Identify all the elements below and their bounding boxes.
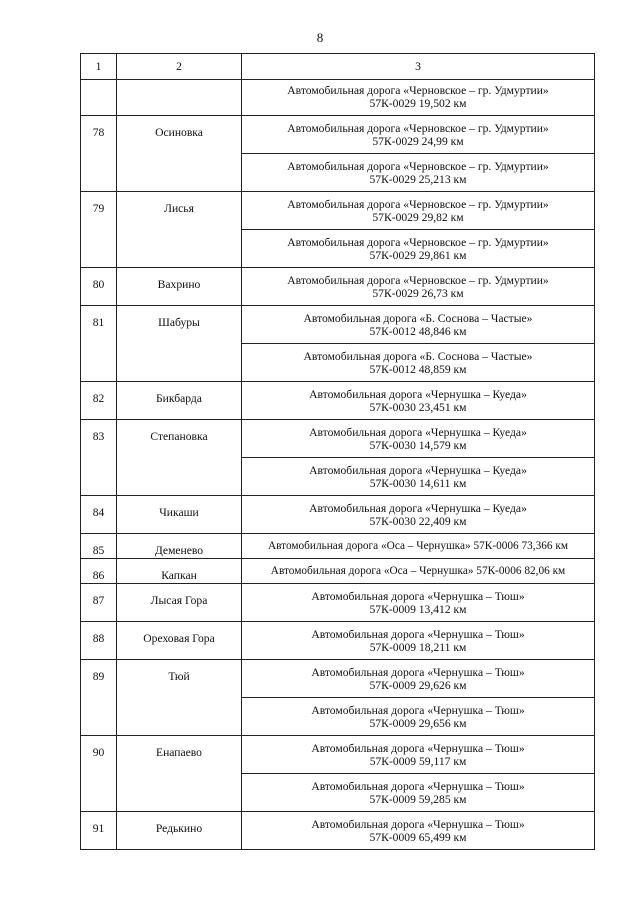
road-name: Автомобильная дорога «Чернушка – Тюш» xyxy=(311,742,525,755)
table-row xyxy=(81,268,595,306)
table-row xyxy=(81,559,595,584)
road-code-km: 57К-0009 59,285 км xyxy=(369,793,467,806)
locality-name: Бикбарда xyxy=(117,382,242,420)
road-cell xyxy=(242,774,595,812)
road-name: Автомобильная дорога «Чернушка – Тюш» xyxy=(311,628,525,641)
road-code-km: 57К-0029 25,213 км xyxy=(369,173,467,186)
road-cell xyxy=(242,812,595,850)
locality-name: Шабуры xyxy=(117,306,242,382)
table-row xyxy=(81,306,595,344)
table-row xyxy=(81,80,595,116)
road-name: Автомобильная дорога «Черновское – гр. Удмуртии» xyxy=(287,274,549,287)
locality-name: Редькино xyxy=(117,812,242,850)
road-cell: Автомобильная дорога «Оса – Чернушка» 57К-0006 73,366 км xyxy=(242,534,595,559)
row-number: 78 xyxy=(81,116,117,192)
road-cell xyxy=(242,660,595,698)
row-number: 85 xyxy=(81,534,117,559)
road-cell xyxy=(242,622,595,660)
road-name: Автомобильная дорога «Чернушка – Куеда» xyxy=(309,464,527,477)
road-code-km: 57К-0009 29,656 км xyxy=(369,717,467,730)
road-code-km: 57К-0029 19,502 км xyxy=(369,97,467,110)
locality-name: Вахрино xyxy=(117,268,242,306)
road-code-km: 57К-0029 29,861 км xyxy=(369,249,467,262)
road-cell xyxy=(242,458,595,496)
road-name: Автомобильная дорога «Чернушка – Тюш» xyxy=(311,590,525,603)
header-col-3: 3 xyxy=(242,54,595,80)
road-code-km: 57К-0030 23,451 км xyxy=(369,401,467,414)
row-number: 88 xyxy=(81,622,117,660)
road-name: Автомобильная дорога «Черновское – гр. Удмуртии» xyxy=(287,122,549,135)
locality-name: Осиновка xyxy=(117,116,242,192)
road-name: Автомобильная дорога «Чернушка – Куеда» xyxy=(309,502,527,515)
road-cell xyxy=(242,344,595,382)
road-code-km: 57К-0030 22,409 км xyxy=(369,515,467,528)
road-cell xyxy=(242,230,595,268)
table-header-row xyxy=(81,54,595,80)
road-code-km: 57К-0009 29,626 км xyxy=(369,679,467,692)
table-row xyxy=(81,622,595,660)
road-name: Автомобильная дорога «Черновское – гр. Удмуртии» xyxy=(287,84,549,97)
table-row xyxy=(81,420,595,458)
road-cell xyxy=(242,268,595,306)
road-code-km: 57К-0009 65,499 км xyxy=(369,831,467,844)
row-number: 84 xyxy=(81,496,117,534)
road-name: Автомобильная дорога «Черновское – гр. Удмуртии» xyxy=(287,160,549,173)
row-number: 80 xyxy=(81,268,117,306)
table-row xyxy=(81,192,595,230)
road-cell xyxy=(242,116,595,154)
road-code-km: 57К-0009 13,412 км xyxy=(369,603,467,616)
locality-name: Капкан xyxy=(117,559,242,584)
road-cell xyxy=(242,154,595,192)
header-col-2: 2 xyxy=(117,54,242,80)
road-code-km: 57К-0030 14,611 км xyxy=(369,477,467,490)
roads-table xyxy=(80,53,595,850)
row-number: 91 xyxy=(81,812,117,850)
table-row xyxy=(81,584,595,622)
locality-name: Енапаево xyxy=(117,736,242,812)
locality-name: Лисья xyxy=(117,192,242,268)
locality-name: Тюй xyxy=(117,660,242,736)
road-code-km: 57К-0029 26,73 км xyxy=(372,287,464,300)
row-number: 87 xyxy=(81,584,117,622)
table-row xyxy=(81,812,595,850)
locality-name: Степановка xyxy=(117,420,242,496)
row-number: 86 xyxy=(81,559,117,584)
road-cell xyxy=(242,698,595,736)
road-cell xyxy=(242,306,595,344)
row-number xyxy=(81,80,117,116)
locality-name: Деменево xyxy=(117,534,242,559)
road-name: Автомобильная дорога «Чернушка – Куеда» xyxy=(309,388,527,401)
table-row xyxy=(81,660,595,698)
road-cell xyxy=(242,420,595,458)
road-name: Автомобильная дорога «Б. Соснова – Частые» xyxy=(303,350,533,363)
row-number: 83 xyxy=(81,420,117,496)
row-number: 81 xyxy=(81,306,117,382)
table-row xyxy=(81,496,595,534)
road-cell xyxy=(242,736,595,774)
road-cell xyxy=(242,382,595,420)
road-code-km: 57К-0030 14,579 км xyxy=(369,439,467,452)
row-number: 90 xyxy=(81,736,117,812)
row-number: 89 xyxy=(81,660,117,736)
road-name: Автомобильная дорога «Черновское – гр. Удмуртии» xyxy=(287,198,549,211)
locality-name: Ореховая Гора xyxy=(117,622,242,660)
road-cell xyxy=(242,496,595,534)
road-code-km: 57К-0009 59,117 км xyxy=(369,755,467,768)
road-cell xyxy=(242,80,595,116)
road-code-km: 57К-0012 48,859 км xyxy=(369,363,467,376)
locality-name: Лысая Гора xyxy=(117,584,242,622)
locality-name: Чикаши xyxy=(117,496,242,534)
road-code-km: 57К-0012 48,846 км xyxy=(369,325,467,338)
road-code-km: 57К-0009 18,211 км xyxy=(369,641,467,654)
road-cell xyxy=(242,192,595,230)
road-name: Автомобильная дорога «Чернушка – Тюш» xyxy=(311,780,525,793)
row-number: 82 xyxy=(81,382,117,420)
road-cell xyxy=(242,584,595,622)
road-code-km: 57К-0029 24,99 км xyxy=(372,135,464,148)
table-row xyxy=(81,382,595,420)
header-col-1: 1 xyxy=(81,54,117,80)
locality-name xyxy=(117,80,242,116)
road-name: Автомобильная дорога «Черновское – гр. Удмуртии» xyxy=(287,236,549,249)
table-row xyxy=(81,116,595,154)
table-row xyxy=(81,534,595,559)
road-name: Автомобильная дорога «Б. Соснова – Частые» xyxy=(303,312,533,325)
row-number: 79 xyxy=(81,192,117,268)
table-row xyxy=(81,736,595,774)
table-body xyxy=(81,54,595,850)
road-code-km: 57К-0029 29,82 км xyxy=(372,211,464,224)
road-name: Автомобильная дорога «Чернушка – Тюш» xyxy=(311,666,525,679)
road-name: Автомобильная дорога «Чернушка – Куеда» xyxy=(309,426,527,439)
road-name: Автомобильная дорога «Чернушка – Тюш» xyxy=(311,704,525,717)
page-number: 8 xyxy=(316,30,324,45)
road-name: Автомобильная дорога «Чернушка – Тюш» xyxy=(311,818,525,831)
road-cell: Автомобильная дорога «Оса – Чернушка» 57К-0006 82,06 км xyxy=(242,559,595,584)
